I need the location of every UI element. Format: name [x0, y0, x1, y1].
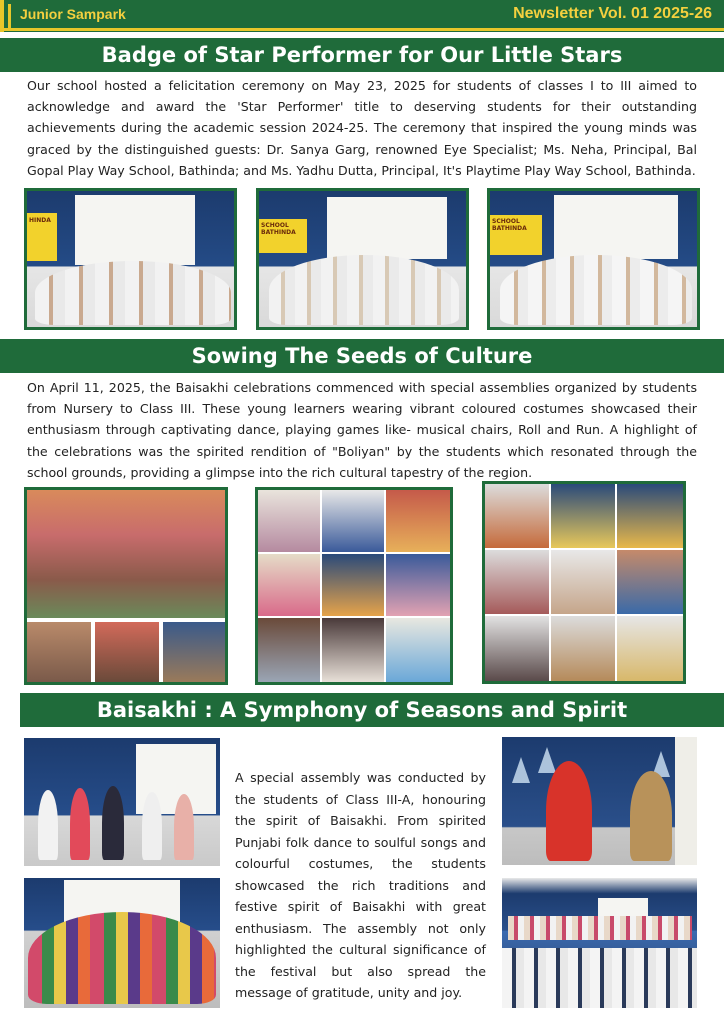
photo: [502, 878, 697, 1008]
photo: [24, 188, 237, 330]
header-underline: [0, 28, 724, 31]
projector-screen: [554, 195, 678, 259]
photo: [256, 188, 469, 330]
photo-collage: [482, 481, 686, 684]
projector-screen: [327, 197, 447, 259]
section-body: A special assembly was conducted by the students of Class III-A, honouring the spirit of Baisakhi. From spirited Punjabi folk dance to soulful songs and colourful costumes, the students showcased the rich traditions and festive spirit of Baisakhi with great enthusiasm. The assembly not only highlighted the cultural significance of the festival but also spread the message of gratitude, unity and joy.: [235, 770, 486, 1000]
section-title: Sowing The Seeds of Culture: [0, 339, 724, 373]
newsletter-volume: Newsletter Vol. 01 2025-26: [513, 5, 712, 22]
photo-collage: [255, 487, 453, 685]
photo: [24, 738, 220, 866]
school-banner: SCHOOL BATHINDA: [490, 215, 542, 255]
projector-screen: [75, 195, 195, 265]
brand-title: Junior Sampark: [20, 6, 126, 22]
school-banner: SCHOOL BATHINDA: [259, 219, 307, 253]
section-body: On April 11, 2025, the Baisakhi celebrations commenced with special assemblies organized by students from Nursery to Class III. These young learners wearing vibrant coloured costumes showcased their enthusiasm through captivating dance, playing games like- musical chairs, Roll and Run. A highlight of the celebrations was the spirited rendition of "Boliyan" by the students which resonated through the school grounds, providing a glimpse into the rich cultural tapestry of the region.: [27, 380, 697, 480]
header-accent-stripe: [8, 4, 11, 30]
photo: [487, 188, 700, 330]
section-body: Our school hosted a felicitation ceremony on May 23, 2025 for students of classes I to III aimed to acknowledge and award the 'Star Performer' title to deserving students for their outstanding achievements during the academic session 2024-25. The ceremony that inspired the young minds was graced by the distinguished guests: Dr. Sanya Garg, renowned Eye Specialist; Ms. Neha, Principal, Bal Gopal Play Way School, Bathinda; and Ms. Yadhu Dutta, Principal, It's Playtime Play Way School, Bathinda.: [27, 78, 697, 178]
photo: [502, 737, 697, 865]
section-title: Badge of Star Performer for Our Little Stars: [0, 38, 724, 72]
section-title: Baisakhi : A Symphony of Seasons and Spirit: [0, 693, 724, 727]
header-bar: [0, 0, 724, 32]
photo: [24, 878, 220, 1008]
photo-collage: [24, 487, 228, 685]
school-banner: HINDA: [27, 213, 57, 261]
